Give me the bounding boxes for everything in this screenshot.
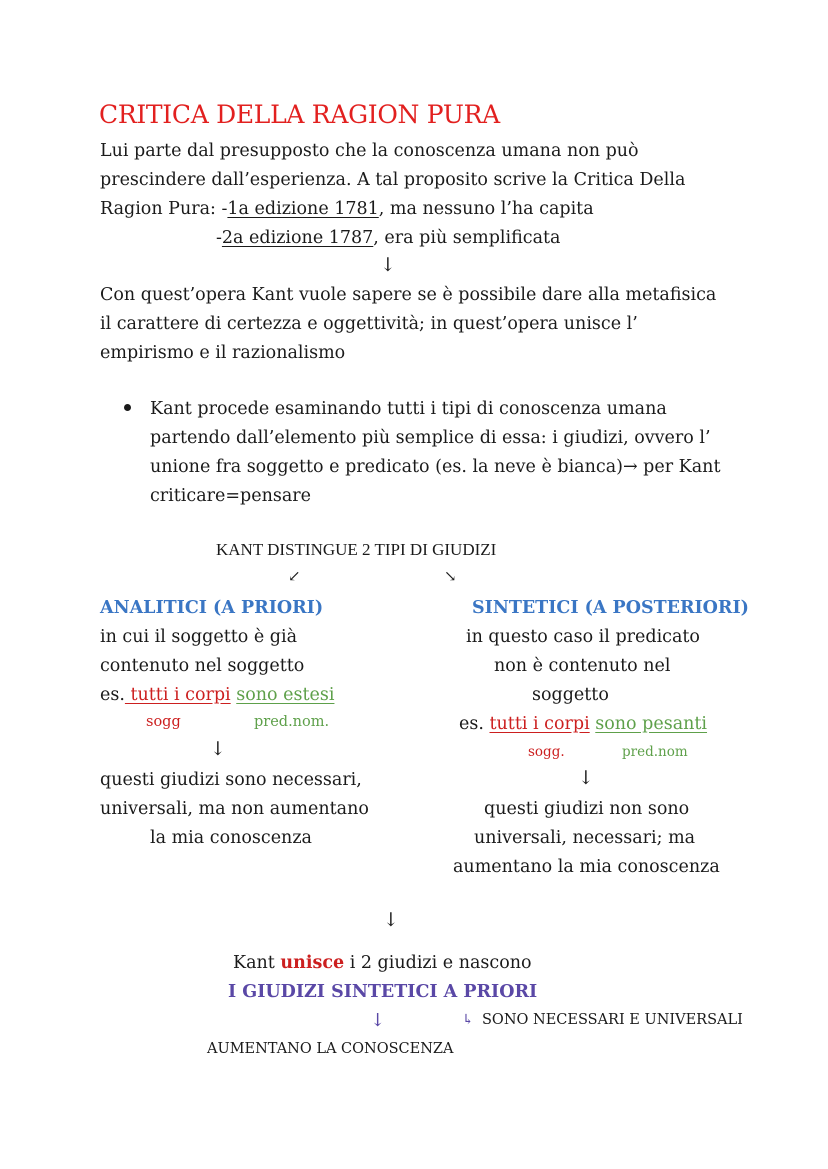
sintetici-es: es. [459, 714, 484, 734]
analitici-es: es. [100, 685, 125, 705]
first-edition-note: , ma nessuno l’ha capita [378, 199, 594, 219]
arrow-left-down-icon: ↙ [288, 567, 301, 585]
arrow-down-icon: ↓ [380, 254, 396, 276]
page-title: CRITICA DELLA RAGION PURA [99, 100, 500, 129]
synthesis-arrow-down-purple-icon: ↓ [370, 1010, 386, 1031]
sintetici-predicate-label: pred.nom [622, 744, 688, 760]
intro-line-3-prefix: Ragion Pura: - [100, 199, 228, 219]
intro-line-1: Lui parte dal presupposto che la conoscenza umana non può [100, 141, 639, 161]
first-edition: 1a edizione 1781 [227, 199, 379, 219]
bullet-line-3: unione fra soggetto e predicato (es. la neve è bianca)→ per Kant [150, 457, 721, 477]
purpose-line-1: Con quest’opera Kant vuole sapere se è possibile dare alla metafisica [100, 285, 717, 305]
sintetici-subject: tutti i corpi [489, 714, 590, 734]
intro-line-4-prefix: - [216, 228, 222, 248]
synthesis-line [233, 949, 532, 978]
sintetici-heading: SINTETICI (A POSTERIORI) [472, 598, 749, 618]
synthesis-heading: I GIUDIZI SINTETICI A PRIORI [228, 982, 538, 1002]
analitici-result-3: la mia conoscenza [150, 828, 312, 848]
synthesis-arrow-down-icon: ↓ [383, 909, 399, 931]
sintetici-result-2: universali, necessari; ma [474, 828, 696, 848]
analitici-heading: ANALITICI (A PRIORI) [100, 598, 324, 618]
analitici-predicate-label: pred.nom. [254, 714, 330, 730]
synthesis-unisce: unisce [280, 953, 345, 973]
curved-arrow-icon: ↳ [462, 1012, 474, 1028]
sintetici-predicate: sono pesanti [595, 714, 708, 734]
sintetici-result-3: aumentano la mia conoscenza [453, 857, 720, 877]
purpose-line-2: il carattere di certezza e oggettività; in quest’opera unisce l’ [100, 314, 638, 334]
bullet-line-4: criticare=pensare [150, 486, 311, 506]
synthesis-bottom-note: AUMENTANO LA CONOSCENZA [207, 1041, 454, 1057]
second-edition: 2a edizione 1787 [221, 228, 374, 248]
analitici-example [100, 681, 334, 710]
analitici-line-1: in cui il soggetto è già [100, 627, 298, 647]
distinction-heading: KANT DISTINGUE 2 TIPI DI GIUDIZI [216, 540, 497, 559]
sintetici-line-2: non è contenuto nel [494, 656, 671, 676]
analitici-subject-label: sogg [146, 714, 181, 730]
arrow-right-down-icon: ↘ [444, 567, 457, 585]
sintetici-line-1: in questo caso il predicato [466, 627, 700, 647]
sintetici-arrow-down-icon: ↓ [578, 767, 594, 789]
intro-line-3 [100, 195, 594, 224]
bullet-line-2: partendo dall’elemento più semplice di essa: i giudizi, ovvero l’ [150, 428, 711, 448]
bullet-dot-icon [124, 404, 131, 411]
analitici-result-2: universali, ma non aumentano [100, 799, 369, 819]
analitici-subject: tutti i corpi [124, 685, 231, 705]
intro-line-2: prescindere dall’esperienza. A tal proposito scrive la Critica Della [100, 170, 686, 190]
analitici-predicate: sono estesi [236, 685, 335, 705]
analitici-result-1: questi giudizi sono necessari, [100, 770, 362, 790]
sintetici-example [459, 710, 707, 739]
synthesis-rest: i 2 giudizi e nascono [344, 953, 532, 973]
second-edition-note: , era più semplificata [373, 228, 561, 248]
bullet-line-1: Kant procede esaminando tutti i tipi di conoscenza umana [150, 399, 667, 419]
analitici-arrow-down-icon: ↓ [210, 738, 226, 760]
synthesis-side-note: SONO NECESSARI E UNIVERSALI [482, 1012, 743, 1028]
analitici-line-2: contenuto nel soggetto [100, 656, 305, 676]
sintetici-subject-label: sogg. [528, 744, 565, 760]
intro-line-4 [216, 224, 560, 253]
purpose-line-3: empirismo e il razionalismo [100, 343, 346, 363]
sintetici-line-3: soggetto [532, 685, 609, 705]
synthesis-prefix: Kant [233, 953, 281, 973]
sintetici-result-1: questi giudizi non sono [484, 799, 690, 819]
